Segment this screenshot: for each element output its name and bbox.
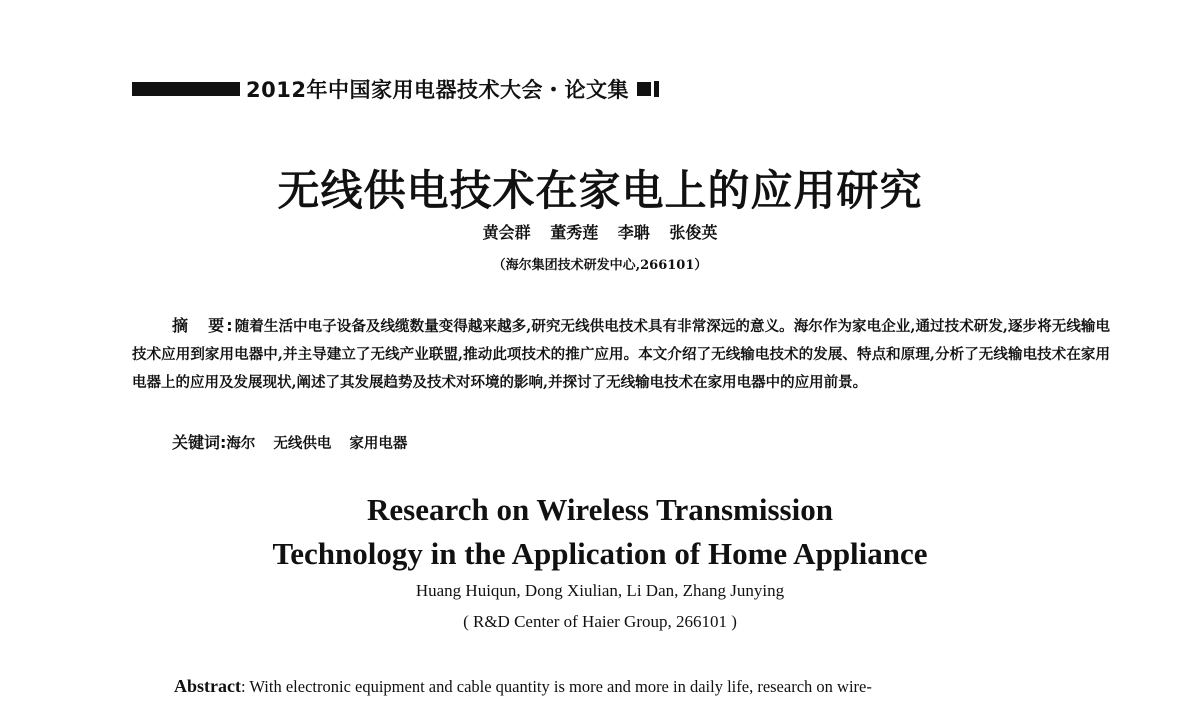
abstract-en-text: : With electronic equipment and cable quantity is more and more in daily life, research on wire- [240, 677, 872, 696]
running-header [132, 72, 659, 106]
header-decoration-bar [132, 82, 240, 96]
author-cn: 李聃 [617, 223, 650, 242]
paper-title-en-line2: Technology in the Application of Home Appliance [272, 536, 928, 571]
header-decoration-mark [637, 81, 659, 97]
abstract-cn-text: 随着生活中电子设备及线缆数量变得越来越多,研究无线供电技术具有非常深远的意义。海尔作为家电企业,通过技术研发,逐步将无线输电技术应用到家用电器中,并主导建立了无线产业联盟,推动此项技术的推广应用。本文介绍了无线输电技术的发展、特点和原理,分析了无线输电技术在家用电器上的应用及发展现状,阐述了其发展趋势及技术对环境的影响,并探讨了无线输电技术在家用电器中的应用前景。 [132, 318, 1111, 391]
keyword: 海尔 [226, 435, 256, 452]
keywords-cn [172, 430, 425, 453]
author-cn: 张俊英 [669, 223, 718, 242]
abstract-cn-label: 摘 要: [172, 316, 235, 335]
authors-en: Huang Huiqun, Dong Xiulian, Li Dan, Zhang Junying [415, 581, 785, 600]
keyword: 无线供电 [273, 435, 332, 452]
author-cn: 董秀莲 [550, 223, 599, 242]
paper-title-en [0, 488, 1200, 576]
abstract-en-label: Abstract [174, 676, 241, 696]
keywords-cn-label: 关键词: [172, 433, 227, 452]
author-cn: 黄会群 [482, 223, 531, 242]
paper-title-en-line1: Research on Wireless Transmission [367, 492, 833, 527]
affiliation-cn: （海尔集团技术研发中心,266101） [492, 258, 708, 273]
abstract-cn [132, 312, 1110, 397]
affiliation-en: ( R&D Center of Haier Group, 266101 ) [463, 612, 737, 631]
abstract-en [174, 676, 872, 697]
conference-title: 2012年中国家用电器技术大会・论文集 [246, 78, 629, 102]
authors-cn [0, 220, 1200, 243]
paper-title-cn: 无线供电技术在家电上的应用研究 [277, 166, 923, 215]
keyword: 家用电器 [349, 435, 408, 452]
